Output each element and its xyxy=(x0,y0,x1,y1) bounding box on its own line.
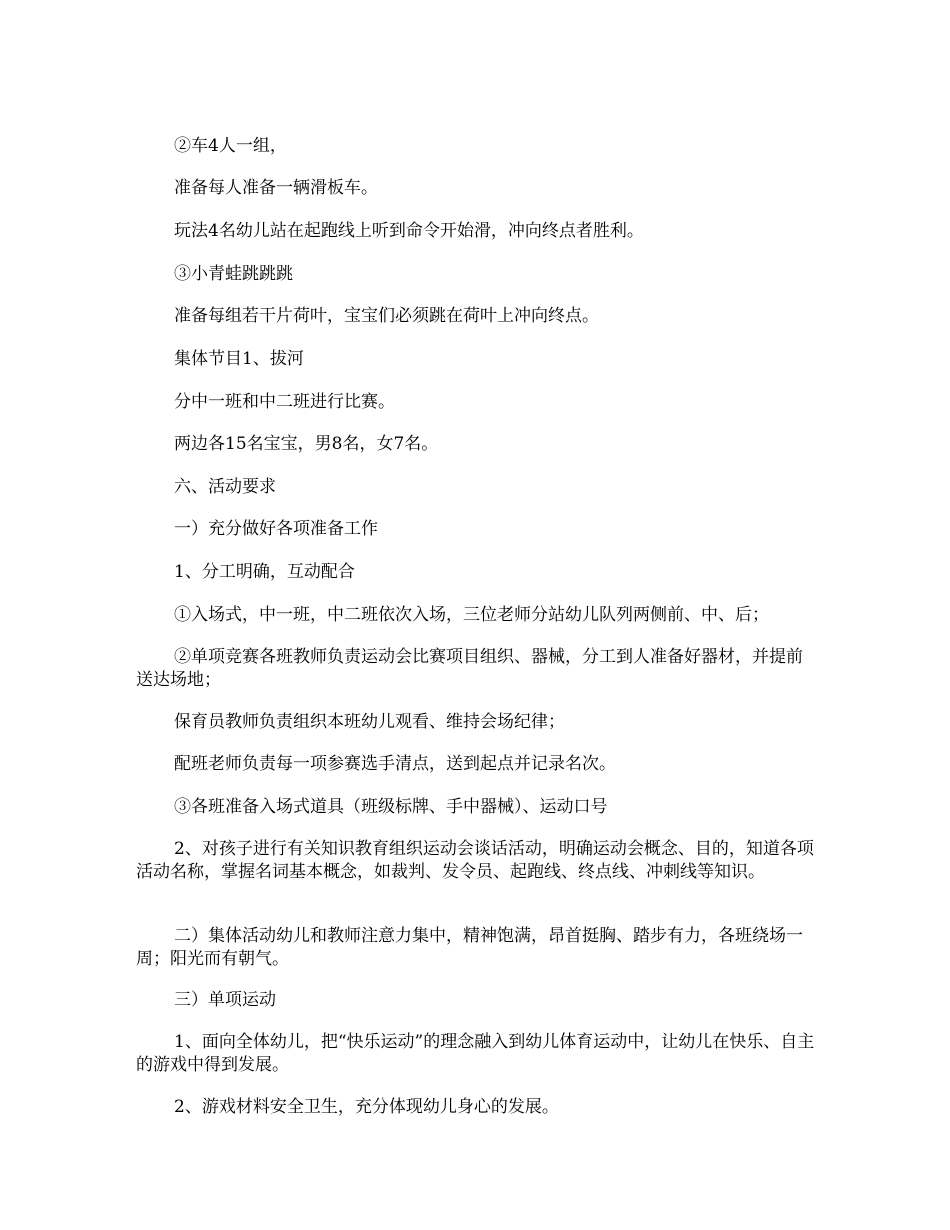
paragraph: 二）集体活动幼儿和教师注意力集中，精神饱满，昂首挺胸、踏步有力，各班绕场一周；阳光而有朝气。 xyxy=(136,926,803,969)
paragraph: 1、分工明确，互动配合 xyxy=(174,562,355,582)
subsection-heading: 三）单项运动 xyxy=(174,990,276,1010)
paragraph: ③小青蛙跳跳跳 xyxy=(174,264,293,284)
paragraph: ②单项竞赛各班教师负责运动会比赛项目组织、器械，分工到人准备好器材，并提前送达场地； xyxy=(136,647,803,690)
paragraph: 两边各15名宝宝，男8名，女7名。 xyxy=(174,434,439,454)
paragraph: 2、游戏材料安全卫生，充分体现幼儿身心的发展。 xyxy=(174,1097,559,1117)
paragraph: ①入场式，中一班，中二班依次入场，三位老师分站幼儿队列两侧前、中、后； xyxy=(174,605,769,625)
paragraph: 保育员教师负责组织本班幼儿观看、维持会场纪律； xyxy=(174,712,565,732)
paragraph: 准备每组若干片荷叶，宝宝们必须跳在荷叶上冲向终点。 xyxy=(174,306,599,326)
paragraph: 1、面向全体幼儿，把“快乐运动”的理念融入到幼儿体育运动中，让幼儿在快乐、自主的游戏中得到发展。 xyxy=(136,1032,815,1075)
paragraph: ②车4人一组， xyxy=(174,136,287,156)
paragraph: 准备每人准备一辆滑板车。 xyxy=(174,178,378,198)
section-heading: 六、活动要求 xyxy=(174,477,276,497)
paragraph: 配班老师负责每一项参赛选手清点，送到起点并记录名次。 xyxy=(174,754,616,774)
paragraph: 集体节目1、拔河 xyxy=(174,349,304,369)
paragraph: 分中一班和中二班进行比赛。 xyxy=(174,392,395,412)
paragraph: 2、对孩子进行有关知识教育组织运动会谈话活动，明确运动会概念、目的，知道各项活动名称，掌握名词基本概念，如裁判、发令员、起跑线、终点线、冲刺线等知识。 xyxy=(136,839,814,882)
subsection-heading: 一）充分做好各项准备工作 xyxy=(174,519,378,539)
paragraph: 玩法4名幼儿站在起跑线上听到命令开始滑，冲向终点者胜利。 xyxy=(174,221,644,241)
paragraph: ③各班准备入场式道具（班级标牌、手中器械）、运动口号 xyxy=(174,797,608,817)
